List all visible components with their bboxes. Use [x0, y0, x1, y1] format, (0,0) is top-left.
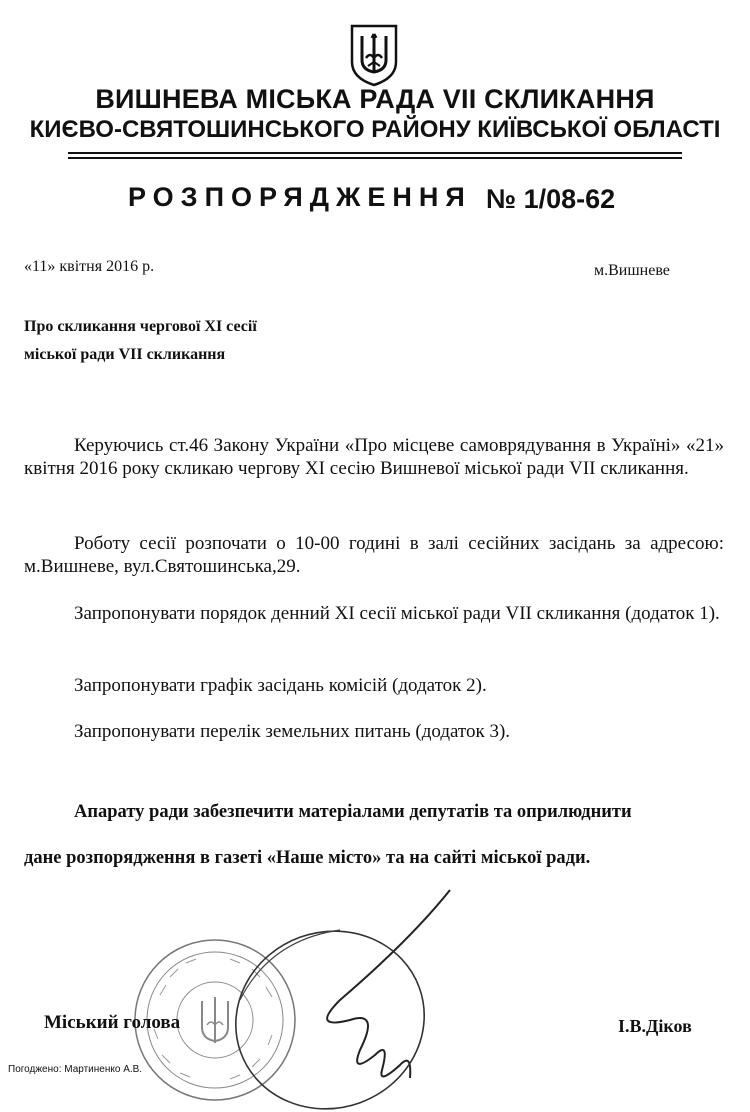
body-paragraph-5: Запропонувати перелік земельних питань (додаток 3).	[74, 721, 511, 742]
body-paragraph-1: Керуючись ст.46 Закону України «Про місцеве самоврядування в Україні» «21» квітня 2016 року скликаю чергову XI сесію Вишневої міської ради VII скликання.	[24, 435, 724, 479]
body-paragraph-6-line-1: Апарату ради забезпечити матеріалами депутатів та оприлюднити	[74, 802, 632, 822]
subject-line-1: Про скликання чергової XI сесії	[24, 318, 257, 335]
header-rule-top	[68, 152, 682, 154]
body-paragraph-4: Запропонувати графік засідань комісій (додаток 2).	[74, 675, 487, 696]
signatory-name: І.В.Діков	[618, 1016, 692, 1036]
body-paragraph-3: Запропонувати порядок денний XI сесії міської ради VII скликання (додаток 1).	[74, 603, 720, 624]
header-rule-bottom	[68, 157, 682, 159]
document-date: «11» квітня 2016 р.	[24, 258, 155, 275]
subject-line-2: міської ради VII скликання	[24, 346, 226, 363]
approval-note: Погоджено: Мартиненко А.В.	[8, 1064, 143, 1075]
body-paragraph-6-line-2: дане розпорядження в газеті «Наше місто» та на сайті міської ради.	[24, 848, 591, 868]
body-paragraph-2: Роботу сесії розпочати о 10-00 годині в залі сесійних засідань за адресою: м.Вишневе, вул.Святошинська,29.	[24, 533, 724, 577]
council-region: КИЄВО-СВЯТОШИНСЬКОГО РАЙОНУ КИЇВСЬКОЇ ОБЛАСТІ	[29, 116, 721, 143]
signatory-title: Міський голова	[44, 1012, 181, 1033]
document-title: РОЗПОРЯДЖЕННЯ	[128, 182, 472, 212]
council-name: ВИШНЕВА МІСЬКА РАДА VII СКЛИКАННЯ	[95, 84, 655, 114]
handwritten-signature	[200, 880, 500, 1110]
document-place: м.Вишневе	[594, 262, 670, 279]
coat-of-arms-icon	[348, 22, 400, 88]
document-number: № 1/08-62	[486, 184, 616, 214]
